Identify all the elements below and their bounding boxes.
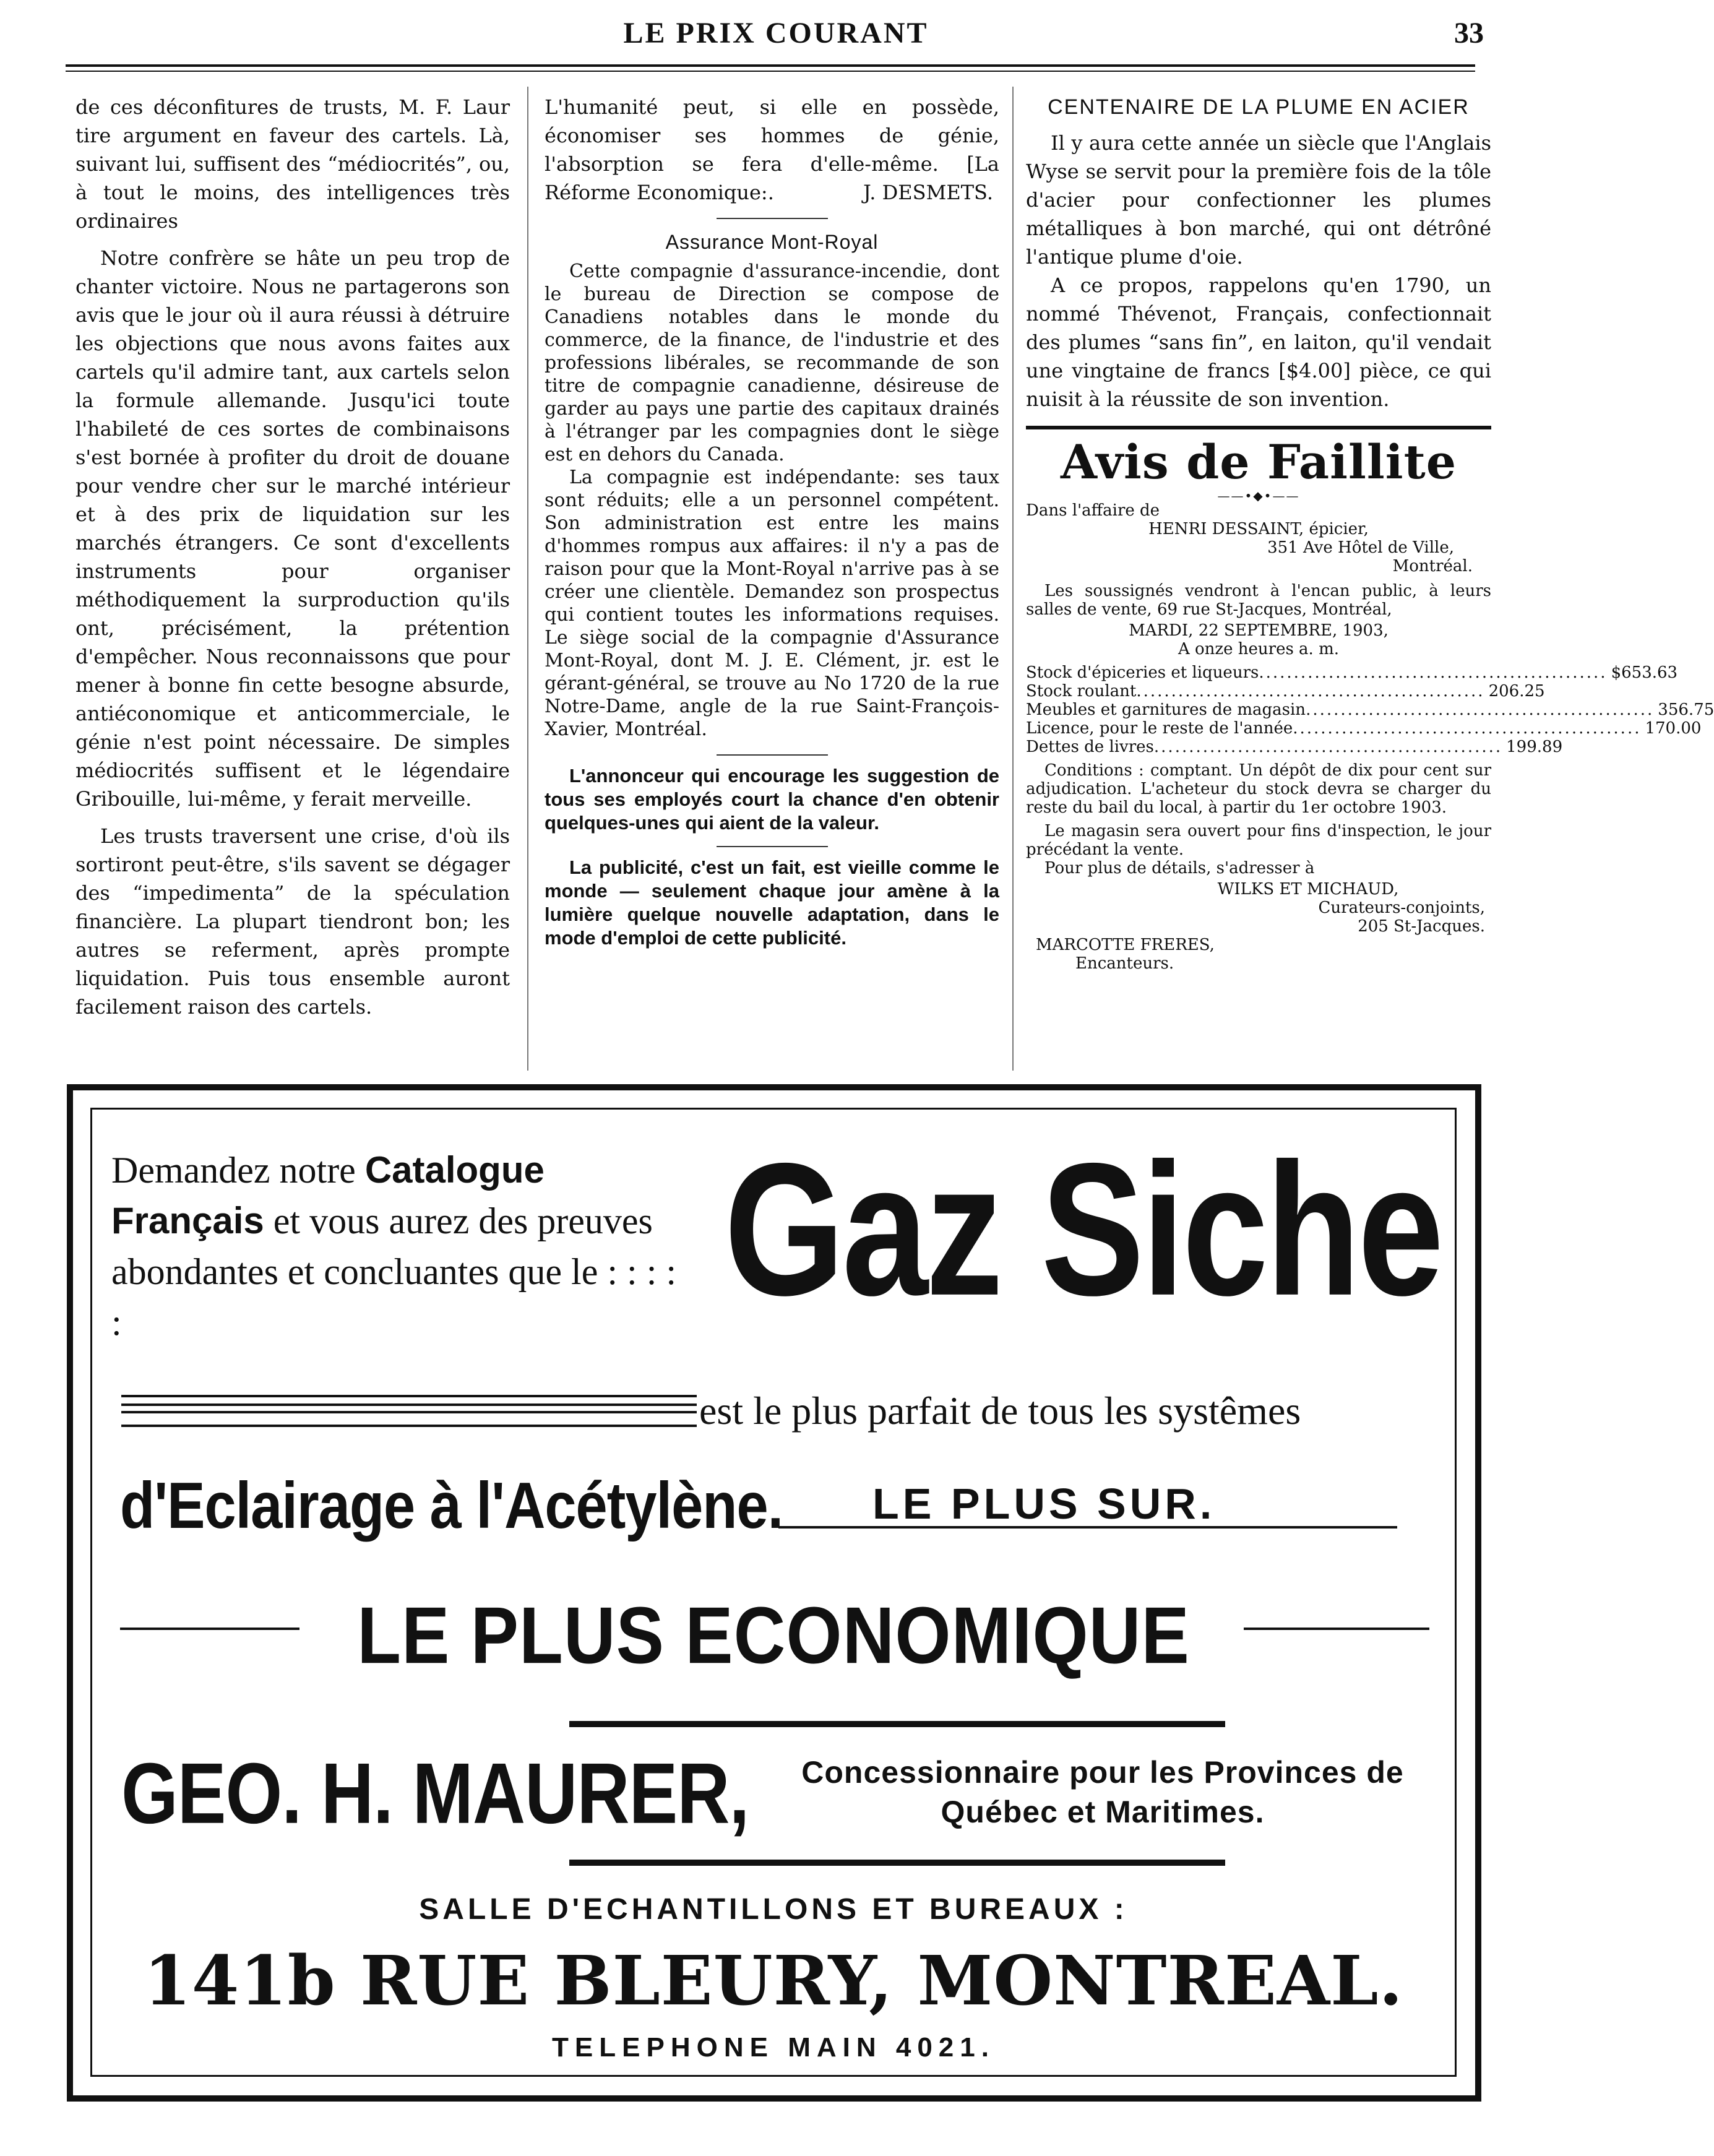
- notice-debtor-address: 351 Ave Hôtel de Ville,: [1267, 538, 1454, 557]
- ad-brand-name: Gaz Siche: [724, 1124, 1442, 1335]
- column-3: [1026, 93, 1714, 973]
- ad-company-name: GEO. H. MAURER,: [121, 1745, 749, 1842]
- ad-rule: [569, 1721, 1225, 1727]
- ad-telephone: TELEPHONE MAIN 4021.: [552, 2032, 995, 2063]
- column-1: [75, 93, 510, 1021]
- notice-curators-name: WILKS ET MICHAUD,: [1217, 880, 1399, 899]
- ad-intro-text: [111, 1145, 693, 1348]
- list-item: Dettes de livres .................................................. 199.89: [1026, 738, 1563, 756]
- ad-address: 141b RUE BLEURY, MONTREAL.: [144, 1941, 1403, 2020]
- notice-title: Avis de Faillite: [1060, 434, 1457, 489]
- article-paragraph: Il y aura cette année un siècle que l'Anglais Wyse se servit pour la première fois de la tôle d'acier pour confectionner les plumes métalliques à bon marché, qui ont détrôné l'antique plume d'oie.: [1026, 131, 1491, 269]
- notice-debtor-name: HENRI DESSAINT, épicier,: [1148, 520, 1369, 538]
- maxim-publicity: La publicité, c'est un fait, est vieille comme le monde — seulement chaque jour amène à la lumière quelque nouvelle adaptation, dans le mode d'emploi de cette publicité.: [545, 856, 999, 949]
- notice-sale-date: MARDI, 22 SEPTEMBRE, 1903,: [1129, 621, 1389, 640]
- article-author: J. DESMETS.: [863, 181, 993, 204]
- ad-decorative-lines: [121, 1395, 697, 1427]
- section-rule: [717, 846, 828, 847]
- article-paragraph: Notre confrère se hâte un peu trop de chanter victoire. Nous ne partagerons son avis que le jour où il aura réussi à détruire les objections que nous avons faites aux cartels qu'il admire tant, aux cartels selon la formule allemande. Jusqu'ici toute l'habileté de ces sortes de combinaisons s'est bornée à profiter du droit de douane pour vendre cher sur le marché intérieur et à des prix de liquidation sur les marchés étrangers. Ce sont d'excellents instruments pour organiser méthodiquement la surproduction qu'ils ont, précisément, la prétention d'empêcher. Nous reconnaissons que pour mener à bonne fin cette besogne absurde, antiéconomique et anticommerciale, le génie n'est point nécessaire. De simples médiocrités suffisent et le légendaire Gribouille, lui-même, y ferait merveille.: [75, 246, 510, 811]
- notice-rule: [1026, 426, 1491, 429]
- ad-rule: [569, 1860, 1225, 1866]
- bankruptcy-notice: [1026, 501, 1714, 973]
- notice-details: Pour plus de détails, s'adresser à: [1044, 859, 1315, 877]
- list-item: Meubles et garnitures de magasin .................................................. 356.75: [1026, 701, 1714, 719]
- article-paragraph: A ce propos, rappelons qu'en 1790, un nommé Thévenot, Français, confectionnait des plumes “sans fin”, en laiton, qu'il vendait une vingtaine de francs [$4.00] pièce, ce qui nuisit à la réussite de son invention.: [1026, 274, 1491, 411]
- section-rule: [717, 218, 828, 219]
- ad-tagline: est le plus parfait de tous les systêmes: [699, 1389, 1301, 1433]
- ad-intro-start: Demandez notre: [111, 1150, 356, 1191]
- article-paragraph: Les trusts traversent une crise, d'où ils sortiront peut-être, s'ils savent se dégager des “impedimenta” de la spéculation financière. La plupart tiendront bon; les autres se referment, après prompte liquidation. Puis tous ensemble auront facilement raison des cartels.: [75, 824, 510, 1019]
- header-rule-bottom: [66, 71, 1475, 72]
- notice-curators-title: Curateurs-conjoints,: [1318, 899, 1485, 917]
- notice-auctioneers-title: Encanteurs.: [1075, 954, 1174, 973]
- article-paragraph: Cette compagnie d'assurance-incendie, dont le bureau de Direction se compose de Canadiens notables dans le monde du commerce, de la finance, de l'industrie et des professions libérales, se recommande de son titre de compagnie canadienne, désireuse de garder au pays une partie des capitaux drainés à l'étranger par les compagnies dont le siège est en dehors du Canada.: [545, 261, 999, 465]
- notice-inspection: Le magasin sera ouvert pour fins d'inspection, le jour précédant la vente.: [1026, 822, 1491, 859]
- list-item: Stock d'épiceries et liqueurs .................................................. $653.63: [1026, 663, 1678, 682]
- column-separator: [527, 87, 528, 1071]
- list-item: Stock roulant .................................................. 206.25: [1026, 682, 1545, 701]
- column-2: [545, 93, 999, 950]
- ad-intro-francais: Français: [111, 1200, 264, 1241]
- ad-showroom-label: SALLE D'ECHANTILLONS ET BUREAUX :: [419, 1893, 1128, 1926]
- notice-auctioneers-name: MARCOTTE FRERES,: [1036, 936, 1215, 954]
- list-item: Licence, pour le reste de l'année .................................................. 170.00: [1026, 719, 1702, 738]
- header-rule-top: [66, 64, 1475, 67]
- notice-debtor-city: Montréal.: [1392, 557, 1473, 576]
- section-rule: [717, 754, 828, 756]
- column-separator: [1012, 87, 1014, 1071]
- ad-plus-sur: LE PLUS SUR.: [872, 1480, 1216, 1528]
- notice-items-list: [1026, 663, 1714, 756]
- notice-intro: Dans l'affaire de: [1026, 501, 1160, 520]
- article-paragraph: L'humanité peut, si elle en possède, économiser ses hommes de génie, l'absorption se fera d'elle-même. [La Réforme Economique:.: [545, 95, 999, 204]
- notice-conditions: Conditions : comptant. Un dépôt de dix pour cent sur adjudication. L'acheteur du stock devra se charger du reste du bail du local, à partir du 1er octobre 1903.: [1026, 761, 1491, 817]
- ornament-divider: ——•◆•——: [1217, 488, 1300, 503]
- notice-sale-time: A onze heures a. m.: [1178, 640, 1340, 658]
- page-header-title: LE PRIX COURANT: [623, 17, 929, 50]
- ad-product-line: d'Eclairage à l'Acétylène.: [120, 1469, 783, 1542]
- ad-concession: Concessionnaire pour les Provinces de Québec et Maritimes.: [801, 1755, 1404, 1829]
- maxim-advertiser: L'annonceur qui encourage les suggestion de tous ses employés court la chance d'en obtenir quelques-unes qui aient de la valeur.: [545, 765, 999, 834]
- section-heading-centenaire: CENTENAIRE DE LA PLUME EN ACIER: [1048, 95, 1470, 119]
- page-number: 33: [1454, 17, 1484, 50]
- ad-intro-catalogue: Catalogue: [364, 1149, 545, 1191]
- notice-sale-text: Les soussignés vendront à l'encan public, à leurs salles de vente, 69 rue St-Jacques, Montréal,: [1026, 582, 1491, 619]
- ad-plus-economique: LE PLUS ECONOMIQUE: [357, 1590, 1190, 1681]
- article-paragraph: de ces déconfitures de trusts, M. F. Laur tire argument en faveur des cartels. Là, suivant lui, suffisent des “médiocrités”, ou, à tout le moins, des intelligences très ordinaires: [75, 95, 510, 233]
- notice-curators-address: 205 St-Jacques.: [1358, 917, 1485, 936]
- article-paragraph: La compagnie est indépendante: ses taux sont réduits; elle a un personnel compétent. Son administration est entre les mains d'hommes rompus aux affaires: il n'y a pas de raison pour que la Mont-Royal n'arrive pas à se créer une clientèle. Demandez son prospectus qui contient toutes les informations requises. Le siège social de la compagnie d'Assurance Mont-Royal, dont M. J. E. Clément, jr. est le gérant-général, se trouve au No 1720 de la rue Notre-Dame, angle de la rue Saint-François-Xavier, Montréal.: [545, 467, 999, 740]
- ad-intro-rest: et vous aurez des preuves abondantes et concluantes que le : : : : :: [111, 1201, 677, 1343]
- section-heading-assurance: Assurance Mont-Royal: [665, 231, 879, 253]
